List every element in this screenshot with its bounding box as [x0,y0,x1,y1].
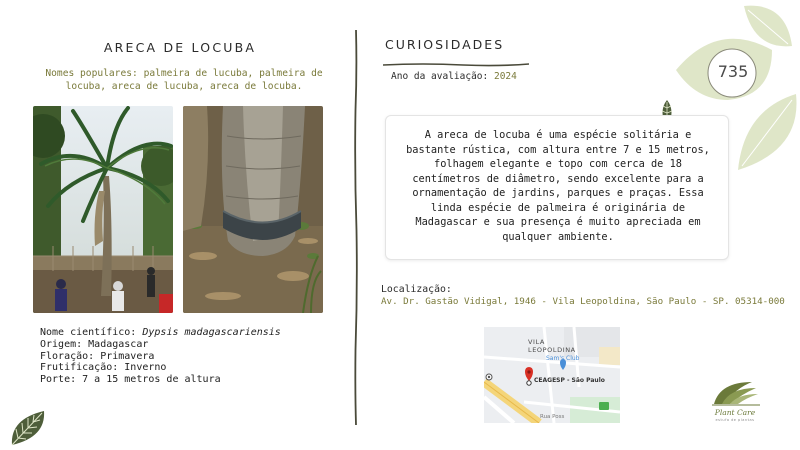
brand-name: Plant Care [714,408,756,417]
location-label: Localização: [381,284,452,295]
palm-tree-photo [33,106,173,313]
plant-title: ARECA DE LOCUBA [103,40,257,55]
map-poi-label: Sam's Club [546,355,580,362]
brand-logo [700,376,770,422]
evaluation-year [391,71,517,82]
leaf-icon [8,407,48,450]
brand-tagline: estufa de plantas [715,418,755,422]
evaluation-year-label: Ano da avaliação: [391,71,489,82]
column-divider [352,30,360,429]
location-address: Av. Dr. Gastão Vidigal, 1946 - Vila Leopoldina, São Paulo - SP. 05314-000 [381,296,785,307]
heading-underline [383,53,529,72]
flowering: Floração: Primavera [40,350,155,362]
map-marker-label: CEAGESP - São Paulo [534,377,605,384]
curiosities-heading: CURIOSIDADES [385,37,505,52]
scientific-name [40,327,340,339]
map-street-label: Rua Poss [540,414,565,420]
location-map[interactable] [484,327,620,423]
scientific-name-label: Nome científico: [40,327,137,338]
evaluation-year-value: 2024 [493,71,517,82]
fruiting: Frutificação: Inverno [40,362,167,374]
badge-number: 735 [717,62,749,81]
popular-names: Nomes populares: palmeira de lucuba, palmeira de locuba, areca de lucuba, areca de locuba. [45,68,323,92]
scientific-name-value: Dypsis madagascariensis [142,327,281,338]
description-text: A areca de locuba é uma espécie solitária e bastante rústica, com altura entre 7 e 15 metros, folhagem elegante e topo com cerca de 18 centímetros de diâmetro, sendo excelente para a ornamentação de jardins, parques e praças. Essa linda espécie de palmeira é originária de Madagascar e sua presença é muito apreciada em qualquer ambiente. [406,129,710,243]
decorative-leaves [668,0,800,184]
palm-trunk-photo [183,106,323,313]
map-area-label: VILA LEOPOLDINA [528,338,576,354]
size: Porte: 7 a 15 metros de altura [40,374,221,386]
plant-details [40,327,340,386]
origin: Origem: Madagascar [40,338,149,350]
